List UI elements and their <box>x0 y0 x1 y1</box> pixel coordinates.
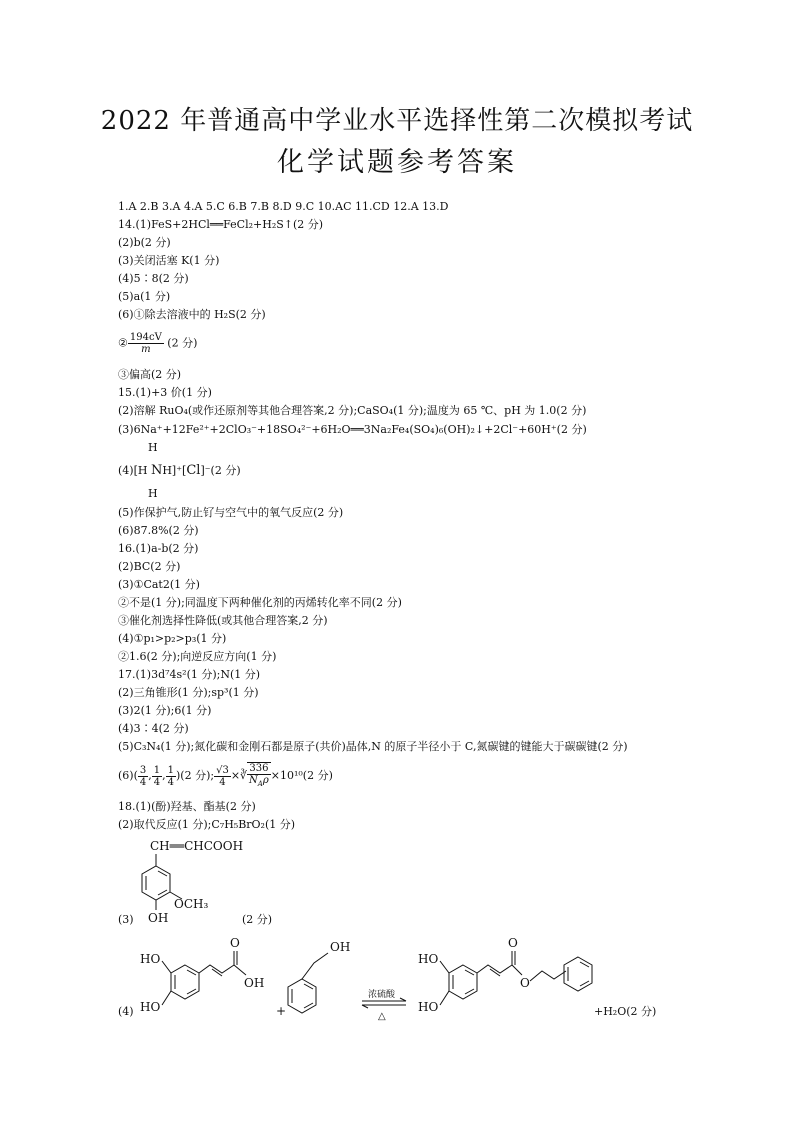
fraction-numerator: 1 <box>167 764 174 776</box>
answer-14-6b-score: (2 分) <box>163 336 198 350</box>
fraction-numerator: 3 <box>139 764 147 776</box>
answer-15-4-score: ]⁻(2 分) <box>200 464 241 477</box>
fraction-denominator: m <box>141 344 151 355</box>
hydroxyl-label: HO <box>418 952 439 966</box>
nitrogen-symbol: N <box>150 463 163 478</box>
answer-15-2: (2)溶解 RuO₄(或作还原剂等其他合理答案,2 分);CaSO₄(1 分);温度为 65 ℃、pH 为 1.0(2 分) <box>118 404 587 417</box>
reaction-18-4 <box>130 935 610 1023</box>
fraction-numerator: 1 <box>153 764 161 776</box>
electron-formula-h-bottom: H <box>148 487 158 500</box>
fraction-numerator: √3 <box>216 764 229 776</box>
avogadro-subscript: A <box>257 780 263 788</box>
answer-16-3b: ②不是(1 分);同温度下两种催化剂的丙烯转化率不同(2 分) <box>118 596 402 609</box>
answer-16-1: 16.(1)a-b(2 分) <box>118 542 199 555</box>
answer-15-3: (3)6Na⁺+12Fe²⁺+2ClO₃⁻+18SO₄²⁻+6H₂O══3Na₂Fe₄(SO₄)₆(OH)₂↓+2Cl⁻+60H⁺(2 分) <box>118 423 587 436</box>
answer-17-6-mid: )(2 分); <box>176 769 215 782</box>
fraction-denominator: 4 <box>139 776 147 788</box>
answer-17-1: 17.(1)3d⁷4s²(1 分);N(1 分) <box>118 668 261 681</box>
page-subtitle: 化学试题参考答案 <box>277 147 517 178</box>
hydroxyl-label: OH <box>244 976 265 990</box>
structure-18-3 <box>118 836 318 932</box>
bond-line <box>512 965 522 975</box>
answer-18-3-label: (3) <box>118 913 134 926</box>
answer-16-3c: ③催化剂选择性降低(或其他合理答案,2 分) <box>118 614 328 627</box>
answer-17-6-tail: ×10¹⁰(2 分) <box>270 769 333 782</box>
answer-17-6-prefix: (6)( <box>118 769 138 782</box>
answer-15-4-prefix: (4)[H <box>118 464 148 477</box>
hydroxyl-label: OH <box>148 911 169 925</box>
chain-bond <box>530 971 566 981</box>
answer-18-2: (2)取代反应(1 分);C₇H₅BrO₂(1 分) <box>118 818 296 831</box>
fraction-denominator: 4 <box>167 776 174 788</box>
bond-line <box>440 961 449 973</box>
fraction-numerator: 194cV <box>129 332 162 343</box>
answer-14-5: (5)a(1 分) <box>118 290 171 303</box>
answer-14-6b <box>118 332 197 355</box>
fraction <box>128 332 164 355</box>
answer-14-1: 14.(1)FeS+2HCl══FeCl₂+H₂S↑(2 分) <box>118 218 324 231</box>
answer-18-1: 18.(1)(酚)羟基、酯基(2 分) <box>118 800 256 813</box>
bond-line <box>162 961 171 973</box>
fraction-coordinate-2 <box>152 765 162 788</box>
methoxy-label: OCH₃ <box>174 897 209 911</box>
plus-sign: + <box>276 1004 287 1018</box>
answer-17-6: (6)( $\frac{3}{4}$ , $\frac{1}{4}$ , $\frac{1}{4}$ )(2 分); $\frac{√3}{4}$ ×∛ $\frac{336}{N_A\rho}$ ×10¹⁰(2 分) <box>118 763 333 788</box>
answer-14-2: (2)b(2 分) <box>118 236 171 249</box>
answer-18-4-tail: +H₂O(2 分) <box>594 1005 657 1018</box>
fraction-radicand <box>247 762 271 790</box>
fraction-numerator: 336 <box>247 763 271 775</box>
answer-18-4-label: (4) <box>118 1005 134 1018</box>
answer-16-4b: ②1.6(2 分);向逆反应方向(1 分) <box>118 650 277 663</box>
cube-root-sign: ∛ <box>240 769 248 782</box>
fraction-coordinate-1 <box>138 765 148 788</box>
fraction-coordinate-3 <box>166 765 176 788</box>
answer-15-4-mid: H]⁺[ <box>162 464 187 477</box>
carbonyl-oxygen-label: O <box>508 936 518 950</box>
carbonyl-oxygen-label: O <box>230 936 240 950</box>
bond-line <box>162 991 171 1005</box>
answer-14-3: (3)关闭活塞 K(1 分) <box>118 254 220 267</box>
fraction-denominator: 4 <box>219 776 226 788</box>
answer-14-6a: (6)①除去溶液中的 H₂S(2 分) <box>118 308 266 321</box>
chlorine-symbol: Cl <box>186 463 201 478</box>
answer-17-5: (5)C₃N₄(1 分);氮化碳和金刚石都是原子(共价)晶体,N 的原子半径小于 C,氮碳键的键能大于碳碳键(2 分) <box>118 740 628 753</box>
answer-18-3-score: (2 分) <box>242 913 273 926</box>
answer-17-2: (2)三角锥形(1 分);sp³(1 分) <box>118 686 259 699</box>
answer-15-4 <box>118 464 241 478</box>
reaction-condition-heat: △ <box>378 1011 386 1022</box>
answer-16-3a: (3)①Cat2(1 分) <box>118 578 200 591</box>
fraction-sqrt3-over-4 <box>214 765 231 788</box>
density-symbol: ρ <box>262 775 269 786</box>
answer-15-1: 15.(1)+3 价(1 分) <box>118 386 212 399</box>
answer-16-2: (2)BC(2 分) <box>118 560 181 573</box>
answer-17-4: (4)3∶4(2 分) <box>118 722 189 735</box>
times-sign: × <box>230 769 241 782</box>
hydroxyl-label: HO <box>140 1000 161 1014</box>
fraction-denominator <box>247 775 271 790</box>
answer-17-3: (3)2(1 分);6(1 分) <box>118 704 212 717</box>
reaction-condition-catalyst: 浓硫酸 <box>368 990 396 1000</box>
answer-14-6b-marker: ② <box>118 336 128 350</box>
structure-side-chain-label: CH══CHCOOH <box>150 839 244 853</box>
bond-line <box>440 991 449 1005</box>
answer-16-4a: (4)①p₁>p₂>p₃(1 分) <box>118 632 227 645</box>
page-title: 2022 年普通高中学业水平选择性第二次模拟考试 <box>100 106 694 136</box>
fraction-denominator: 4 <box>153 776 161 788</box>
hydroxyl-label: HO <box>418 1000 439 1014</box>
answer-15-6: (6)87.8%(2 分) <box>118 524 199 537</box>
electron-formula-h-top: H <box>148 441 158 454</box>
hydroxyl-label: HO <box>140 952 161 966</box>
answer-multiple-choice: 1.A 2.B 3.A 4.A 5.C 6.B 7.B 8.D 9.C 10.AC 11.CD 12.A 13.D <box>118 200 449 213</box>
avogadro-symbol: N <box>249 775 258 786</box>
bond-line <box>234 965 246 975</box>
answer-15-5: (5)作保护气,防止钌与空气中的氧气反应(2 分) <box>118 506 344 519</box>
ester-oxygen-label: O <box>520 976 530 990</box>
answer-14-6c: ③偏高(2 分) <box>118 368 182 381</box>
hydroxyl-label: OH <box>330 940 351 954</box>
answer-14-4: (4)5∶8(2 分) <box>118 272 189 285</box>
chain-bond <box>302 953 328 979</box>
